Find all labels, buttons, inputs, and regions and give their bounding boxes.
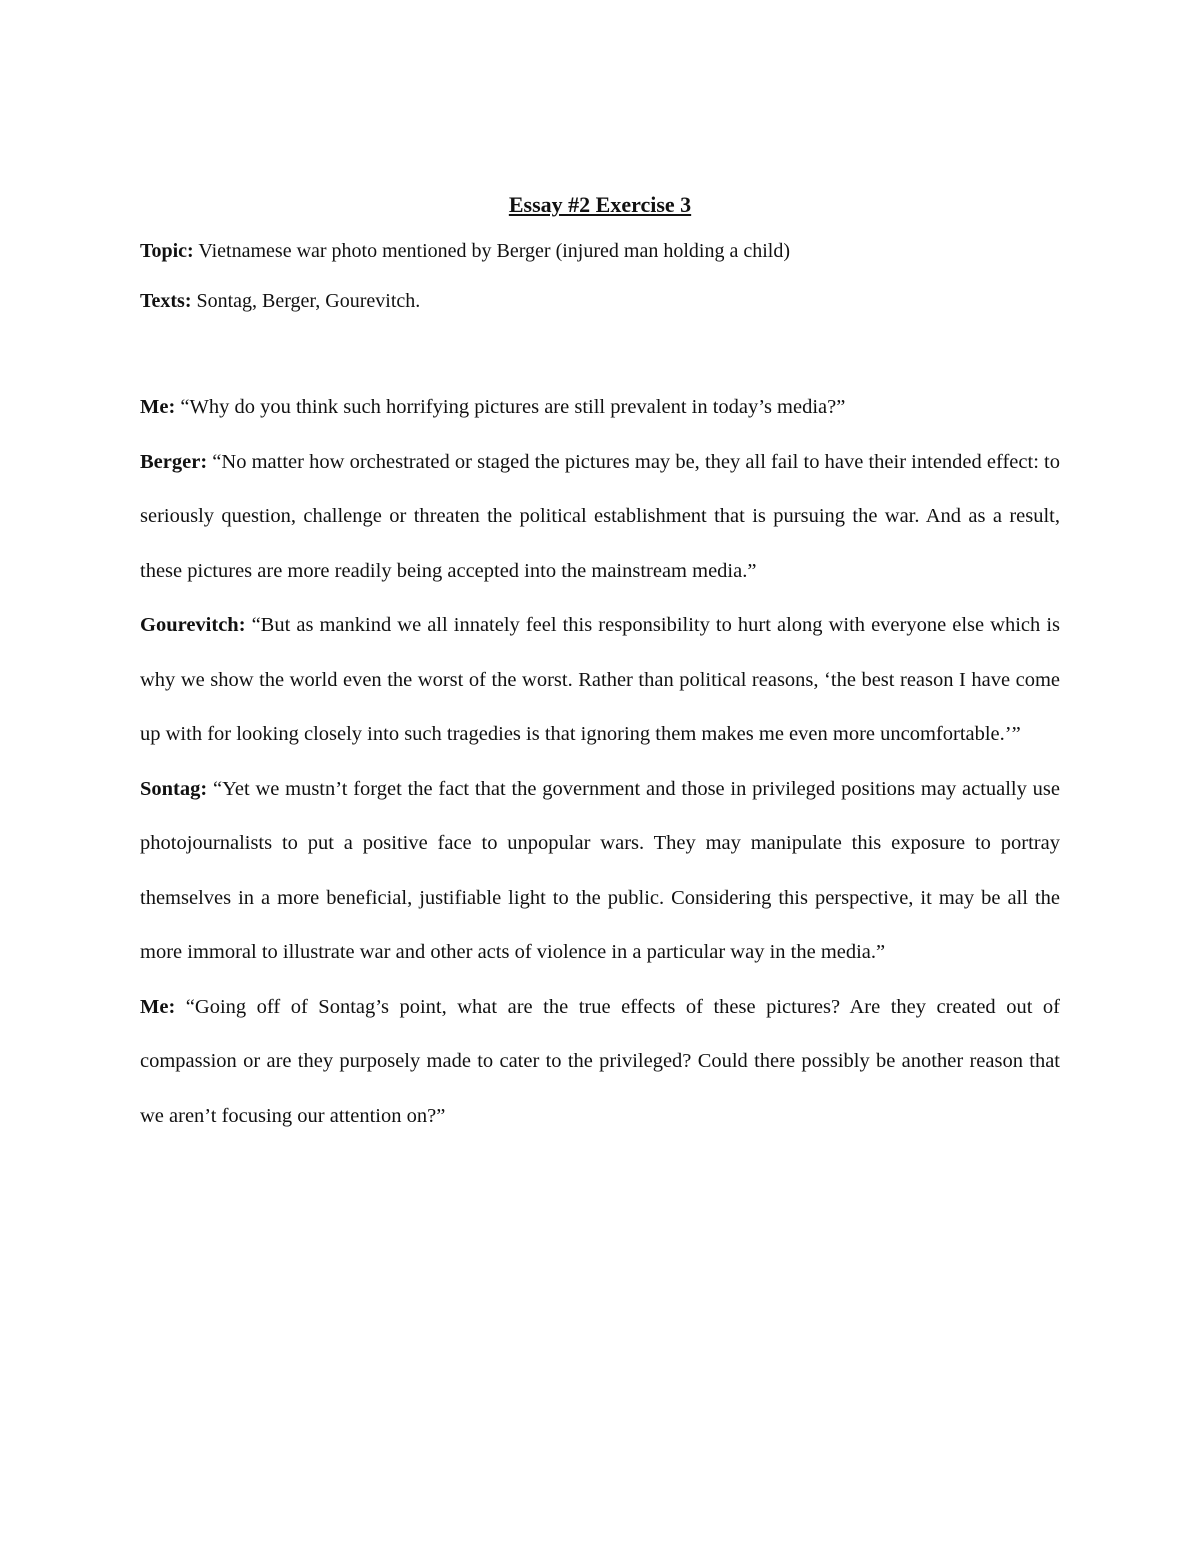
document-title: Essay #2 Exercise 3 xyxy=(508,192,692,217)
topic-text: Vietnamese war photo mentioned by Berger (injured man holding a child) xyxy=(193,240,790,262)
dialogue-paragraph xyxy=(140,980,1060,1144)
topic-line xyxy=(140,236,1060,266)
texts-line xyxy=(140,286,1060,316)
topic-label: Topic: xyxy=(140,240,194,262)
dialogue-paragraph xyxy=(140,435,1060,599)
dialogue-text: “Yet we mustn’t forget the fact that the government and those in privileged positions may actually use photojournalists to put a positive face to unpopular wars. They may manipulate this exposure to portray themselves in a more beneficial, justifiable light to the public. Considering this perspective, it may be all the more immoral to illustrate war and other acts of violence in a particular way in the media.” xyxy=(140,777,1060,963)
dialogue-text: “Going off of Sontag’s point, what are the true effects of these pictures? Are they created out of compassion or are they purposely made to cater to the privileged? Could there possibly be another reason that we aren’t focusing our attention on?” xyxy=(140,995,1060,1127)
dialogue-text: “Why do you think such horrifying pictures are still prevalent in today’s media?” xyxy=(175,396,846,418)
speaker-label: Me: xyxy=(140,396,176,418)
speaker-label: Berger: xyxy=(140,450,208,473)
speaker-label: Sontag: xyxy=(140,777,208,800)
dialogue-paragraph xyxy=(140,380,1060,435)
speaker-label: Me: xyxy=(140,995,176,1018)
texts-text: Sontag, Berger, Gourevitch. xyxy=(191,290,421,312)
speaker-label: Gourevitch: xyxy=(140,614,246,636)
dialogue-text: “No matter how orchestrated or staged the pictures may be, they all fail to have their intended effect: to seriously question, challenge or threaten the political establishment that is pursuing the war. And as a result, these pictures are more readily being accepted into the mainstream media.” xyxy=(140,450,1060,582)
dialogue-paragraph xyxy=(140,598,1060,762)
dialogue-text: “But as mankind we all innately feel this responsibility to hurt along with everyone else which is why we show the world even the worst of the worst. Rather than political reasons, ‘the best reason I have come up with for looking closely into such tragedies is that ignoring them makes me even more uncomfortable.’” xyxy=(140,614,1060,745)
dialogue-paragraph xyxy=(140,762,1060,980)
texts-label: Texts: xyxy=(140,290,192,312)
dialogue xyxy=(140,380,1060,1143)
